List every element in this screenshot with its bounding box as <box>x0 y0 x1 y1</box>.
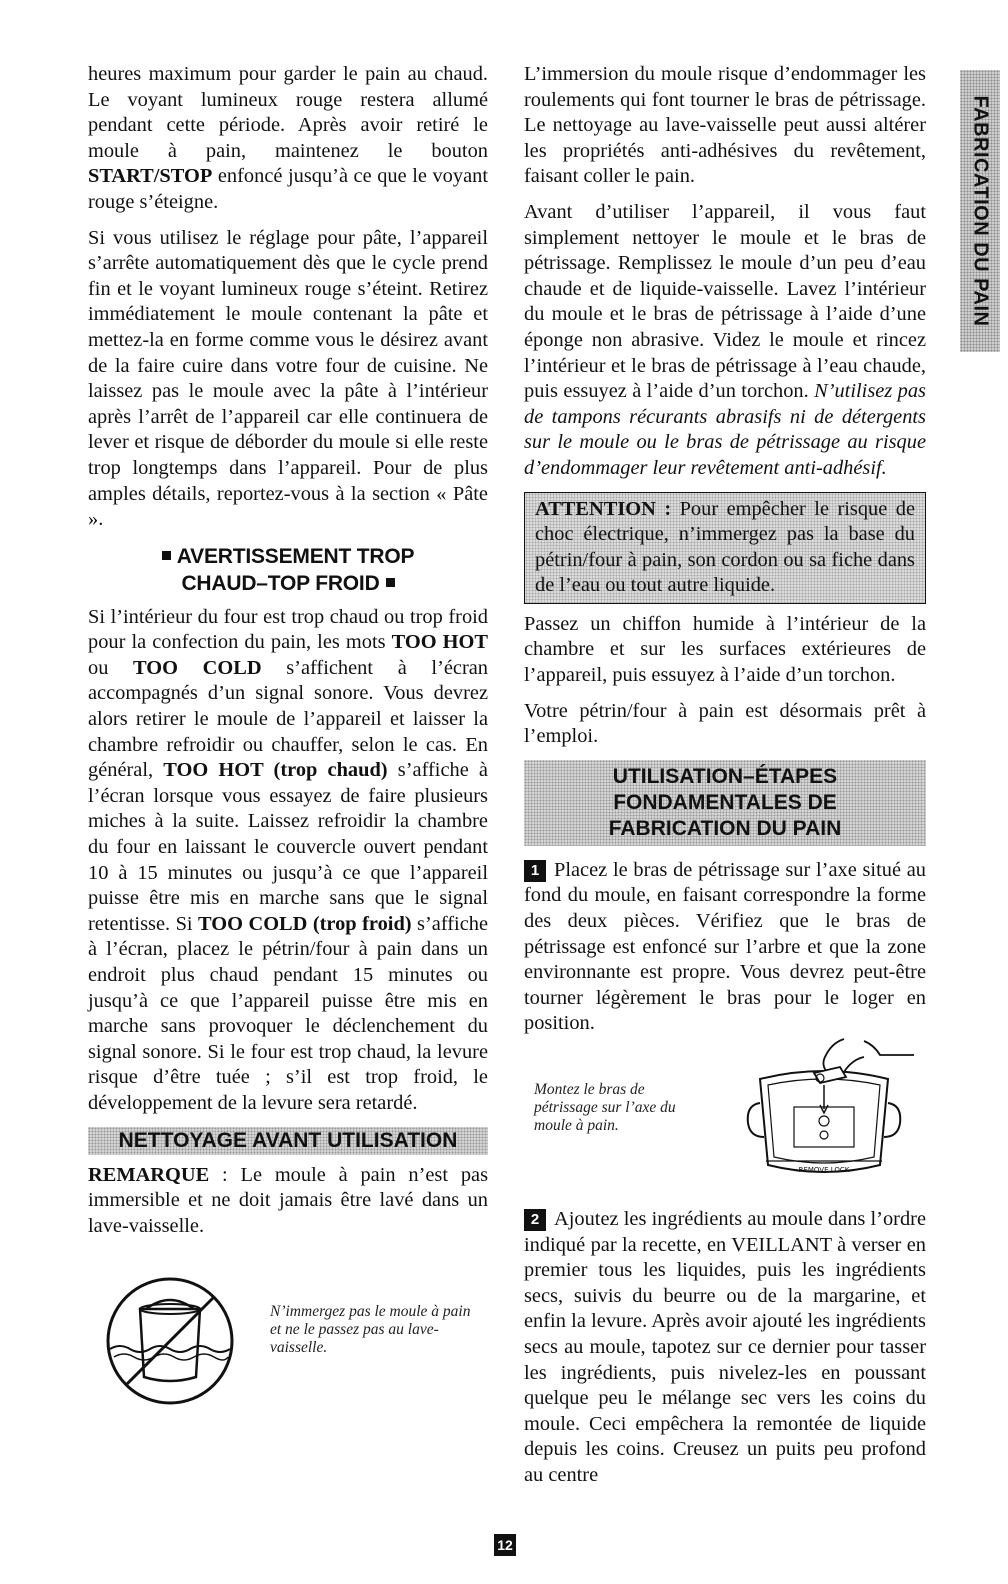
paragraph-keep-warm: heures maximum pour garder le pain au chaud. Le voyant lumineux rouge restera allumé pendant cette période. Après avoir retiré le moule à pain, maintenez le bouton START/STOP enfoncé jusqu’à ce que le voyant rouge s’éteigne. <box>88 63 488 213</box>
step-2: 2 Ajoutez les ingrédients au moule dans l’ordre indiqué par la recette, en VEILLANT à verser en premier tous les liquides, puis les ingrédients secs, suivis du beurre ou de la margarine, et enfin la levure. Après avoir ajouté les ingrédients secs au moule, tapotez sur ce dernier pour tasser les ingrédients, puis nivelez-les en poussant quelque peu le mélange sec vers les coins du moule. Ceci empêchera la remontée de liquide depuis les coins. Creusez un puits peu profond au centre <box>524 1208 926 1486</box>
side-tab-label: FABRICATION DU PAIN <box>969 95 992 327</box>
heading-basic-steps: UTILISATION–ÉTAPES FONDAMENTALES DE FABRICATION DU PAIN <box>524 760 926 846</box>
paragraph-wipe-chamber: Passez un chiffon humide à l’intérieur de la chambre et sur les surfaces extérieures de l’appareil, puis essuyez à l’aide d’un torchon. <box>524 612 926 687</box>
paragraph-too-hot-too-cold: Si l’intérieur du four est trop chaud ou trop froid pour la confection du pain, les mots TOO HOT ou TOO COLD s’affichent à l’écran accompagnés d’un signal sonore. Vous devrez alors retirer le moule de l’appareil et laisser la chambre refroidir ou chauffer, selon le cas. En général, TOO HOT (trop chaud) s’affiche à l’écran lorsque vous essayez de faire plusieurs miches à la suite. Laissez refroidir la chambre du four en laissant le couvercle ouvert pendant 10 à 15 minutes ou jusqu’à ce que l’appareil puisse être mis en marche sans que le signal retentisse. Si TOO COLD (trop froid) s’affiche à l’écran, placez le pétrin/four à pain dans un endroit plus chaud pendant 15 minutes ou jusqu’à ce que l’appareil puisse être mis en marche sans provoquer le déclenchement du signal sonore. Si le four est trop chaud, la levure risque d’être tuée ; s’il est trop froid, le développement de la levure sera retardé. <box>88 605 488 1114</box>
page-number: 12 <box>494 1534 516 1556</box>
caption-kneading-blade: Montez le bras de pétrissage sur l’axe du moule à pain. <box>534 1081 676 1134</box>
paragraph-dough-setting: Si vous utilisez le réglage pour pâte, l’appareil s’arrête automatiquement dès que le cycle prend fin et le voyant lumineux rouge s’éteint. Retirez immédiatement le moule contenant la pâte et mettez-la en forme comme vous le désirez avant de la faire cuire dans votre four de cuisine. Ne laissez pas le moule avec la pâte à l’intérieur après l’arrêt de l’appareil car elle continuera de lever et risque de déborder du moule si elle reste trop longtemps dans l’appareil. Pour de plus amples détails, reportez-vous à la section « Pâte ». <box>88 226 488 531</box>
attention-label: ATTENTION : <box>535 497 672 520</box>
section-side-tab <box>960 70 1000 352</box>
paragraph-ready: Votre pétrin/four à pain est désormais prêt à l’emploi. <box>524 699 926 748</box>
paragraph-remark: REMARQUE : Le moule à pain n’est pas immersible et ne doit jamais être lavé dans un lave-vaisselle. <box>88 1163 488 1237</box>
no-immersion-icon <box>100 1273 240 1409</box>
bullet-square-icon <box>386 578 395 587</box>
paragraph-immersion-risk: L’immersion du moule risque d’endommager les roulements qui font tourner le bras de pétrissage. Le nettoyage au lave-vaisselle peut aussi altérer les propriétés anti-adhésives du revêtement, faisant coller le pain. <box>524 63 926 188</box>
left-column <box>88 62 488 1413</box>
bullet-square-icon <box>162 551 171 560</box>
step-number-badge: 1 <box>524 860 546 882</box>
caption-no-immerse: N’immergez pas le moule à pain et ne le passez pas au lave-vaisselle. <box>270 1303 471 1357</box>
paragraph-before-use: Avant d’utiliser l’appareil, il vous faut simplement nettoyer le moule et le bras de pétrissage. Remplissez le moule d’un peu d’eau chaude et de liquide-vaisselle. Lavez l’intérieur du moule et le bras de pétrissage à l’aide d’une éponge non abrasive. Videz le moule et rincez l’intérieur et le bras de pétrissage à l’eau chaude, puis essuyez à l’aide d’un torchon. N’utilisez pas de tampons récurants abrasifs ni de détergents sur le moule ou le bras de pétrissage au risque d’endommager leur revêtement anti-adhésif. <box>524 200 926 479</box>
figure-kneading-blade <box>524 1039 926 1189</box>
heading-cleaning: NETTOYAGE AVANT UTILISATION <box>88 1127 488 1155</box>
step-number-badge: 2 <box>524 1209 546 1231</box>
remove-lock-label: REMOVE LOCK <box>798 1166 850 1174</box>
heading-temperature-warning: AVERTISSEMENT TROP CHAUD–TOP FROID <box>88 543 488 597</box>
right-column <box>524 62 926 1499</box>
attention-box: ATTENTION : Pour empêcher le risque de choc électrique, n’immergez pas la base du pétrin/four à pain, son cordon ou sa fiche dans de l’eau ou tout autre liquide. <box>524 492 926 604</box>
step-1: 1 Placez le bras de pétrissage sur l’axe situé au fond du moule, en faisant correspondre la forme des deux pièces. Vérifiez que le bras de pétrissage est enfoncé sur l’arbre et que la zone environnante est propre. Vous devrez peut-être tourner légèrement le bras pour le loger en position. <box>524 858 926 1035</box>
figure-no-immerse <box>88 1273 488 1413</box>
start-stop-term: START/STOP <box>88 165 213 188</box>
bread-pan-illustration <box>724 1033 924 1189</box>
